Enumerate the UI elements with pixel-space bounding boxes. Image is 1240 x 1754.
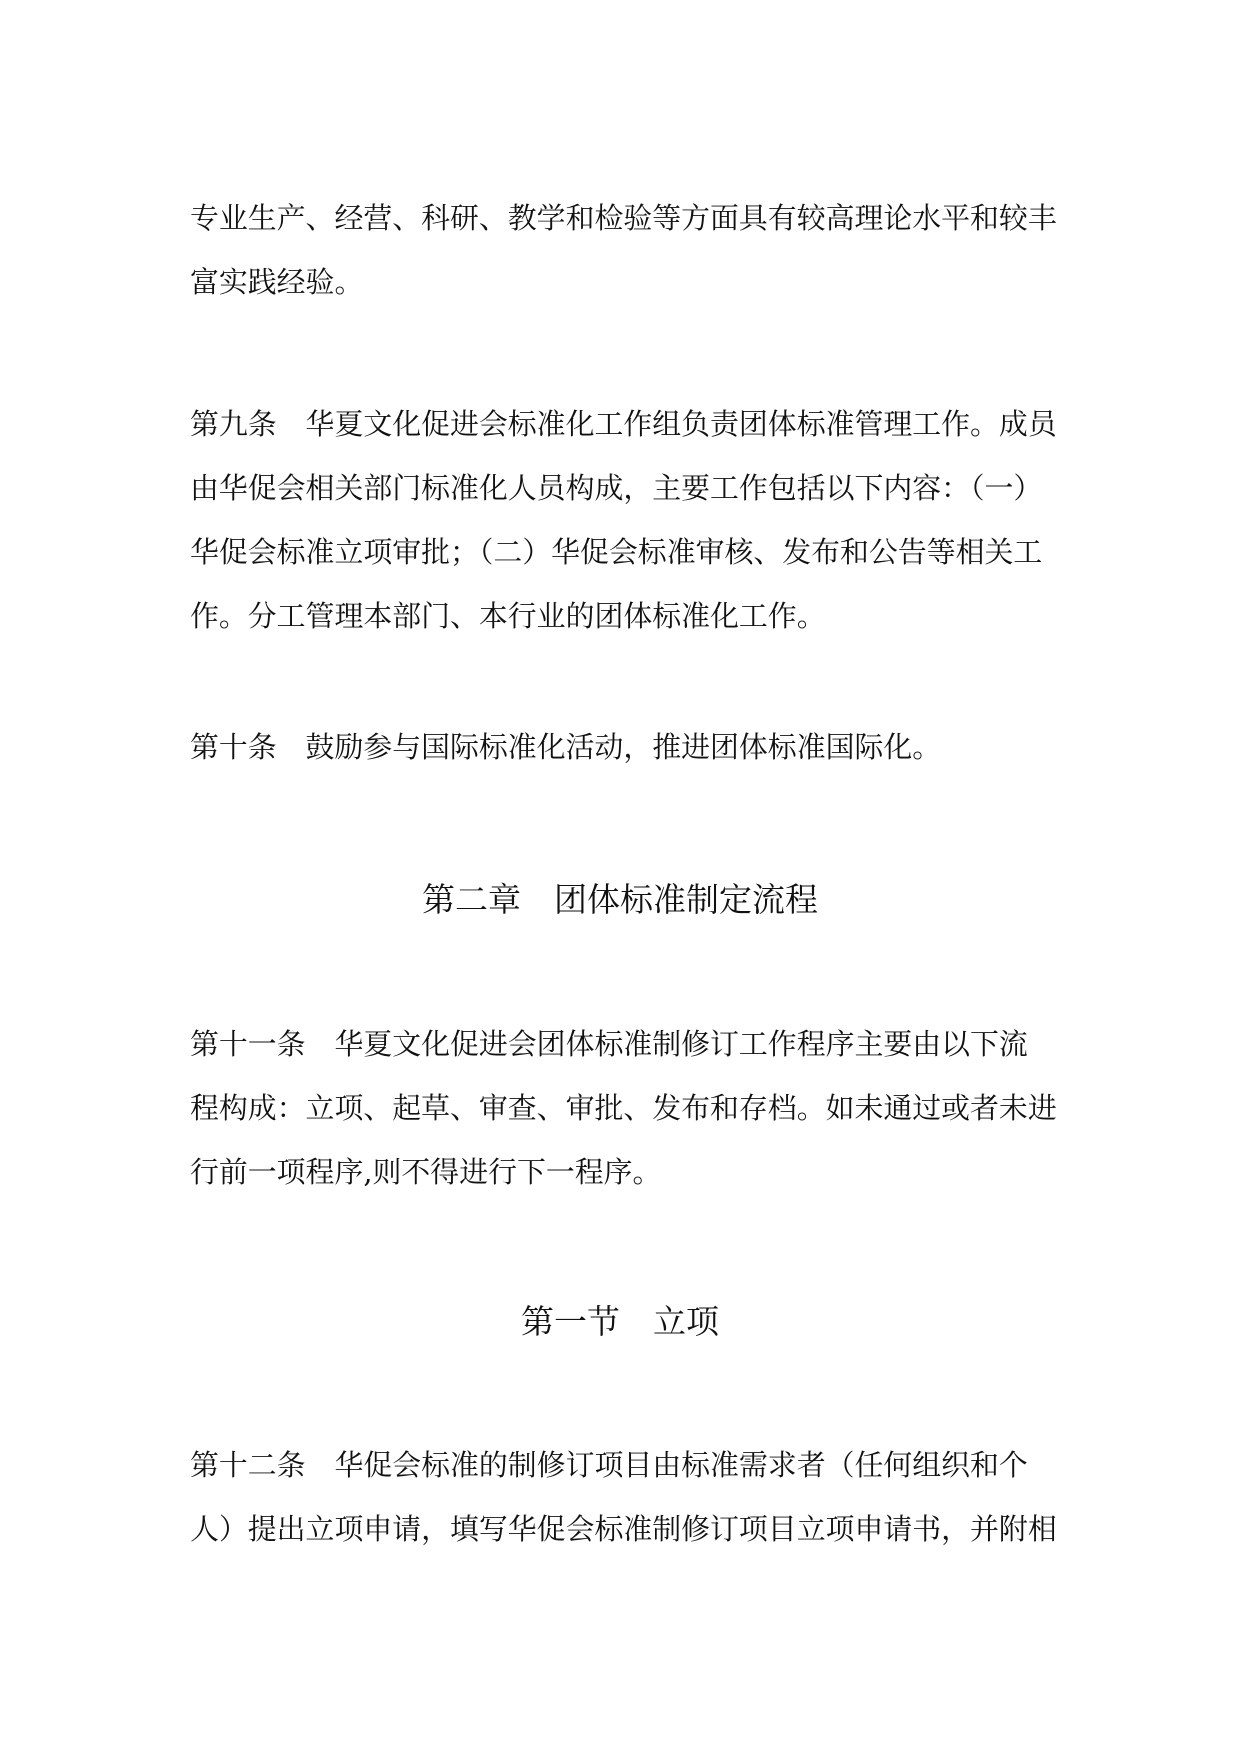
text-line: 程构成：立项、起草、审查、审批、发布和存档。如未通过或者未进 [190,1091,1057,1125]
article-11 [190,1012,1058,1204]
section-heading: 第一节 立项 [521,1302,719,1341]
chapter-heading: 第二章 团体标准制定流程 [422,880,818,919]
text-line: 第十二条 华促会标准的制修订项目由标准需求者（任何组织和个 [190,1448,1028,1482]
text-line: 行前一项程序,则不得进行下一程序。 [190,1155,662,1189]
text-line: 第九条 华夏文化促进会标准化工作组负责团体标准管理工作。成员 [190,407,1057,441]
paragraph-continuation [190,186,1058,314]
text-line: 作。分工管理本部门、本行业的团体标准化工作。 [190,599,826,633]
text-line: 第十一条 华夏文化促进会团体标准制修订工作程序主要由以下流 [190,1027,1028,1061]
text-line: 富实践经验。 [190,265,364,299]
text-line: 由华促会相关部门标准化人员构成，主要工作包括以下内容：（一） [190,471,1043,505]
text-line: 第十条 鼓励参与国际标准化活动，推进团体标准国际化。 [190,730,942,764]
text-line: 华促会标准立项审批；（二）华促会标准审核、发布和公告等相关工 [190,535,1043,569]
text-line: 专业生产、经营、科研、教学和检验等方面具有较高理论水平和较丰 [190,201,1057,235]
article-12 [190,1433,1058,1561]
text-line: 人）提出立项申请，填写华促会标准制修订项目立项申请书，并附相 [190,1512,1057,1546]
article-9 [190,392,1058,648]
article-10 [190,715,1058,779]
